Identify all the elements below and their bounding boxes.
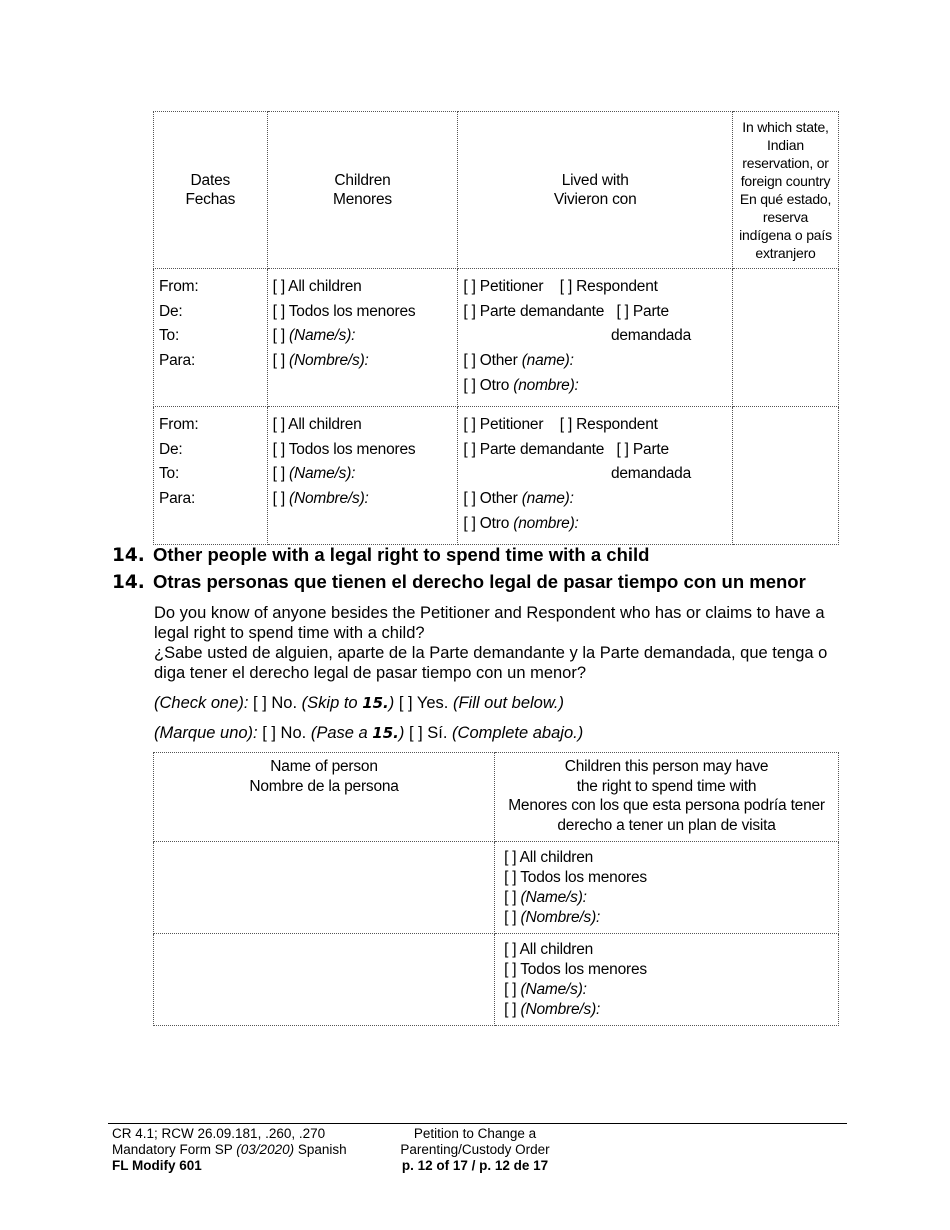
dates-cell[interactable]: From: De: To: Para: (154, 407, 268, 545)
table-header-row (154, 112, 839, 269)
all-children-checkbox[interactable]: [ ] All children (504, 941, 594, 958)
no-checkbox-es[interactable]: [ ] No. (257, 724, 311, 742)
header-name-of-person: Name of person Nombre de la persona (154, 753, 495, 842)
state-cell[interactable] (733, 407, 839, 545)
yes-checkbox[interactable]: [ ] Yes. (394, 694, 453, 712)
parte-demandante-checkbox[interactable]: [ ] Parte demandante (463, 440, 605, 458)
other-checkbox[interactable]: [ ] Other (name): (463, 352, 574, 370)
header-children-person: Children this person may have the right to spend time with Menores con los que esta persona podría tener derecho a tener un plan de visita (495, 753, 839, 842)
si-checkbox[interactable]: [ ] Sí. (404, 724, 453, 742)
question-es: ¿Sabe usted de alguien, aparte de la Parte demandante y la Parte demandada, que tenga o diga tener el derecho legal de pasar tiempo con un menor? (154, 644, 828, 682)
names-checkbox[interactable]: [ ] (Name/s): (504, 889, 587, 906)
footer-center (397, 1126, 553, 1174)
all-children-checkbox[interactable]: [ ] All children (272, 416, 362, 433)
todos-menores-checkbox[interactable]: [ ] Todos los menores (272, 302, 416, 320)
person-children-cell[interactable] (495, 842, 839, 934)
parte-demandada-checkbox[interactable]: [ ] Parte (616, 440, 669, 458)
todos-menores-checkbox[interactable]: [ ] Todos los menores (504, 869, 647, 886)
todos-menores-checkbox[interactable]: [ ] Todos los menores (272, 440, 416, 458)
nombres-checkbox[interactable]: [ ] (Nombre/s): (504, 909, 601, 926)
residence-history-table (153, 111, 839, 545)
header-dates: Dates Fechas (154, 112, 268, 269)
table-header-row (154, 753, 839, 842)
header-children: Children Menores (267, 112, 458, 269)
footer-form-id: FL Modify 601 (112, 1158, 202, 1173)
header-lived-with: Lived with Vivieron con (458, 112, 733, 269)
names-checkbox[interactable]: [ ] (Name/s): (272, 465, 356, 483)
petitioner-checkbox[interactable]: [ ] Petitioner (463, 278, 544, 295)
lived-with-cell[interactable]: [ ] Petitioner [ ] Respondent [ ] Parte demandante [ ] Parte demandada [ ] Other (name): [ ] Otro (nombre): (458, 407, 733, 545)
otro-checkbox[interactable]: [ ] Otro (nombre): (463, 376, 579, 394)
all-children-checkbox[interactable]: [ ] All children (272, 278, 362, 295)
names-checkbox[interactable]: [ ] (Name/s): (272, 327, 356, 345)
otro-checkbox[interactable]: [ ] Otro (nombre): (463, 514, 579, 532)
lived-with-cell[interactable]: [ ] Petitioner [ ] Respondent [ ] Parte demandante [ ] Parte demandada [ ] Other (name): [ ] Otro (nombre): (458, 269, 733, 407)
nombres-checkbox[interactable]: [ ] (Nombre/s): (272, 352, 369, 370)
respondent-checkbox[interactable]: [ ] Respondent (559, 416, 658, 433)
footer-form-title: Petition to Change a (413, 1126, 537, 1141)
footer-rule-citation: CR 4.1; RCW 26.09.181, .260, .270 (112, 1126, 326, 1141)
other-persons-table (153, 752, 839, 1026)
footer-divider (108, 1123, 847, 1124)
footer-page-number: p. 12 of 17 / p. 12 de 17 (401, 1158, 549, 1173)
section-14-heading-es: 14. Otras personas que tienen el derecho legal de pasar tiempo con un menor (112, 571, 806, 593)
respondent-checkbox[interactable]: [ ] Respondent (559, 278, 658, 295)
todos-menores-checkbox[interactable]: [ ] Todos los menores (504, 961, 647, 978)
table-row (154, 934, 839, 1026)
all-children-checkbox[interactable]: [ ] All children (504, 849, 594, 866)
footer-form-title-2: Parenting/Custody Order (400, 1142, 550, 1157)
nombres-checkbox[interactable]: [ ] (Nombre/s): (504, 1001, 601, 1018)
petitioner-checkbox[interactable]: [ ] Petitioner (463, 416, 544, 433)
nombres-checkbox[interactable]: [ ] (Nombre/s): (272, 490, 369, 508)
section-14-heading-en: 14. Other people with a legal right to spend time with a child (112, 544, 650, 566)
table-row (154, 269, 839, 407)
parte-demandante-checkbox[interactable]: [ ] Parte demandante (463, 302, 605, 320)
table-row (154, 407, 839, 545)
children-cell[interactable] (267, 407, 458, 545)
check-one-es: (Marque uno): [ ] No. (Pase a 15.) [ ] Sí. (Complete abajo.) (154, 724, 584, 742)
person-children-cell[interactable] (495, 934, 839, 1026)
names-checkbox[interactable]: [ ] (Name/s): (504, 981, 587, 998)
footer-left (112, 1126, 347, 1174)
state-cell[interactable] (733, 269, 839, 407)
dates-cell[interactable]: From: De: To: Para: (154, 269, 268, 407)
no-checkbox[interactable]: [ ] No. (248, 694, 302, 712)
table-row (154, 842, 839, 934)
children-cell[interactable] (267, 269, 458, 407)
person-name-cell[interactable] (154, 842, 495, 934)
parte-demandada-checkbox[interactable]: [ ] Parte (616, 302, 669, 320)
header-state: In which state, Indian reservation, or foreign country En qué estado, reserva indígena o país extranjero (733, 112, 839, 269)
person-name-cell[interactable] (154, 934, 495, 1026)
footer-form-version: Mandatory Form SP (03/2020) Spanish (112, 1142, 347, 1157)
other-checkbox[interactable]: [ ] Other (name): (463, 490, 574, 508)
check-one-en: (Check one): [ ] No. (Skip to 15.) [ ] Yes. (Fill out below.) (154, 694, 564, 712)
question-en: Do you know of anyone besides the Petitioner and Respondent who has or claims to have a legal right to spend time with a child? (154, 604, 825, 642)
